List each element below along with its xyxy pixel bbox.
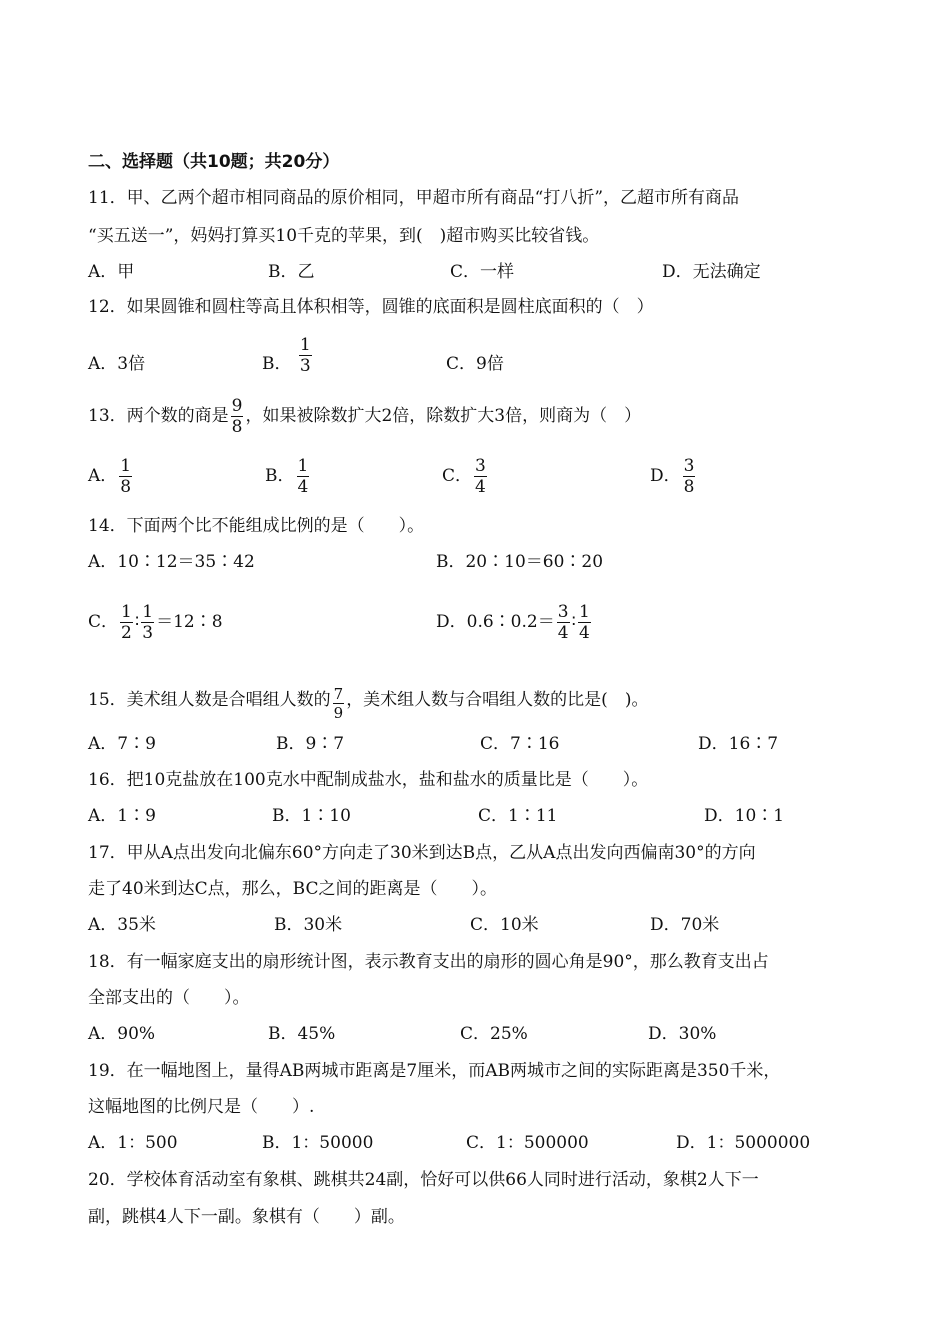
- question-18-line-2: 全部支出的（ ）。: [88, 988, 250, 1008]
- question-19-line-1: 19．在一幅地图上，量得AB两城市距离是7厘米，而AB两城市之间的实际距离是350千米，: [88, 1061, 781, 1081]
- question-13-text: [88, 396, 641, 436]
- q12-option-a: A．3倍: [88, 354, 146, 374]
- fraction-denominator: 8: [120, 477, 132, 497]
- q19-option-b: B．1：50000: [262, 1133, 374, 1153]
- question-15-text: [88, 680, 648, 721]
- option-fraction-2: [141, 603, 154, 642]
- fraction-denominator: 9: [333, 704, 344, 722]
- option-rest: ＝12∶8: [156, 612, 223, 632]
- fraction-numerator: 3: [683, 456, 695, 476]
- q17-option-d: D．70米: [650, 915, 720, 935]
- option-label: D．: [650, 466, 681, 486]
- q19-option-c: C．1：500000: [466, 1133, 589, 1153]
- fraction-numerator: 7: [333, 685, 344, 703]
- option-label: C．: [442, 466, 473, 486]
- question-19-line-2: 这幅地图的比例尺是（ ）.: [88, 1097, 315, 1117]
- ratio-separator: ∶: [571, 612, 576, 632]
- q19-option-d: D．1：5000000: [676, 1133, 811, 1153]
- q12-option-b: [262, 336, 314, 376]
- q12-option-c: C．9倍: [446, 354, 504, 374]
- fraction-denominator: 4: [475, 477, 486, 497]
- q13-option-c: [442, 456, 489, 496]
- q13-fraction: [231, 397, 244, 436]
- q16-option-b: B．1∶10: [272, 806, 351, 826]
- q16-option-c: C．1∶11: [478, 806, 558, 826]
- q18-option-d: D．30%: [648, 1024, 717, 1044]
- q12-option-b-label: B．: [262, 354, 292, 374]
- question-16-text: 16．把10克盐放在100克水中配制成盐水，盐和盐水的质量比是（ ）。: [88, 770, 649, 790]
- question-20-line-1: 20．学校体育活动室有象棋、跳棋共24副，恰好可以供66人同时进行活动，象棋2人下一: [88, 1170, 759, 1190]
- q13-prefix: 13．两个数的商是: [88, 406, 229, 426]
- q13-option-a: [88, 456, 134, 496]
- fraction-numerator: 1: [297, 456, 309, 476]
- option-label: B．: [265, 466, 295, 486]
- q14-option-c: [88, 602, 223, 642]
- question-11-line-2: “买五送一”，妈妈打算买10千克的苹果，到( )超市购买比较省钱。: [88, 226, 600, 246]
- q15-option-a: A．7∶9: [88, 734, 156, 754]
- fraction-numerator: 1: [142, 602, 154, 622]
- fraction-numerator: 1: [299, 335, 311, 355]
- q14-option-b: B．20∶10＝60∶20: [436, 552, 604, 572]
- fraction-denominator: 8: [683, 477, 695, 497]
- fraction-numerator: 9: [231, 396, 243, 416]
- q15-option-d: D．16∶7: [698, 734, 779, 754]
- q17-option-c: C．10米: [470, 915, 539, 935]
- question-11-line-1: 11．甲、乙两个超市相同商品的原价相同，甲超市所有商品“打八折”，乙超市所有商品: [88, 188, 740, 208]
- section-title: 二、选择题（共10题；共20分）: [88, 152, 340, 172]
- q15-suffix: ，美术组人数与合唱组人数的比是( )。: [346, 690, 649, 710]
- fraction-denominator: 3: [299, 356, 311, 376]
- q17-option-a: A．35米: [88, 915, 156, 935]
- option-fraction: [119, 457, 132, 496]
- q17-option-b: B．30米: [274, 915, 343, 935]
- fraction-numerator: 3: [475, 456, 486, 476]
- option-label: A．: [88, 466, 118, 486]
- fraction-numerator: 1: [120, 456, 132, 476]
- q11-option-d: D．无法确定: [662, 262, 761, 282]
- option-fraction-1: [120, 603, 133, 642]
- option-fraction: [297, 457, 310, 496]
- q18-option-b: B．45%: [268, 1024, 336, 1044]
- fraction-numerator: 1: [121, 602, 132, 622]
- ratio-separator: ∶: [134, 612, 140, 632]
- fraction-numerator: 1: [578, 602, 590, 622]
- question-14-text: 14．下面两个比不能组成比例的是（ ）。: [88, 516, 425, 536]
- option-fraction: [474, 457, 487, 496]
- q18-option-a: A．90%: [88, 1024, 156, 1044]
- fraction-denominator: 4: [297, 477, 309, 497]
- option-fraction-2: [578, 603, 591, 642]
- q11-option-b: B．乙: [268, 262, 315, 282]
- q16-option-a: A．1∶9: [88, 806, 156, 826]
- q11-option-a: A．甲: [88, 262, 135, 282]
- q13-option-b: [265, 456, 311, 496]
- fraction-denominator: 8: [231, 417, 243, 437]
- q15-option-b: B．9∶7: [276, 734, 345, 754]
- q13-option-d: [650, 456, 697, 496]
- option-fraction: [683, 457, 696, 496]
- fraction-denominator: 3: [142, 623, 154, 643]
- question-17-line-2: 走了40米到达C点，那么，BC之间的距离是（ ）。: [88, 879, 497, 899]
- option-label: C．: [88, 612, 119, 632]
- question-17-line-1: 17．甲从A点出发向北偏东60°方向走了30米到达B点，乙从A点出发向西偏南30°的方向: [88, 843, 756, 863]
- fraction-denominator: 4: [557, 623, 569, 643]
- fraction-denominator: 2: [121, 623, 132, 643]
- q14-option-d: [436, 602, 593, 642]
- question-12-text: 12．如果圆锥和圆柱等高且体积相等，圆锥的底面积是圆柱底面积的（ ）: [88, 297, 654, 317]
- q11-option-c: C．一样: [450, 262, 515, 282]
- q18-option-c: C．25%: [460, 1024, 528, 1044]
- q15-option-c: C．7∶16: [480, 734, 560, 754]
- fraction-numerator: 3: [557, 602, 569, 622]
- q14-option-a: A．10∶12＝35∶42: [88, 552, 255, 572]
- question-20-line-2: 副，跳棋4人下一副。象棋有（ ）副。: [88, 1207, 405, 1227]
- q16-option-d: D．10∶1: [704, 806, 785, 826]
- q19-option-a: A．1：500: [88, 1133, 178, 1153]
- q15-fraction: [333, 686, 345, 721]
- question-18-line-1: 18．有一幅家庭支出的扇形统计图，表示教育支出的扇形的圆心角是90°，那么教育支出占: [88, 952, 769, 972]
- q12-option-b-fraction: [299, 336, 312, 375]
- option-fraction-1: [557, 603, 570, 642]
- q15-prefix: 15．美术组人数是合唱组人数的: [88, 690, 331, 710]
- q13-suffix: ，如果被除数扩大2倍，除数扩大3倍，则商为（ ）: [245, 406, 642, 426]
- option-prefix: D．0.6∶0.2＝: [436, 612, 555, 632]
- fraction-denominator: 4: [578, 623, 590, 643]
